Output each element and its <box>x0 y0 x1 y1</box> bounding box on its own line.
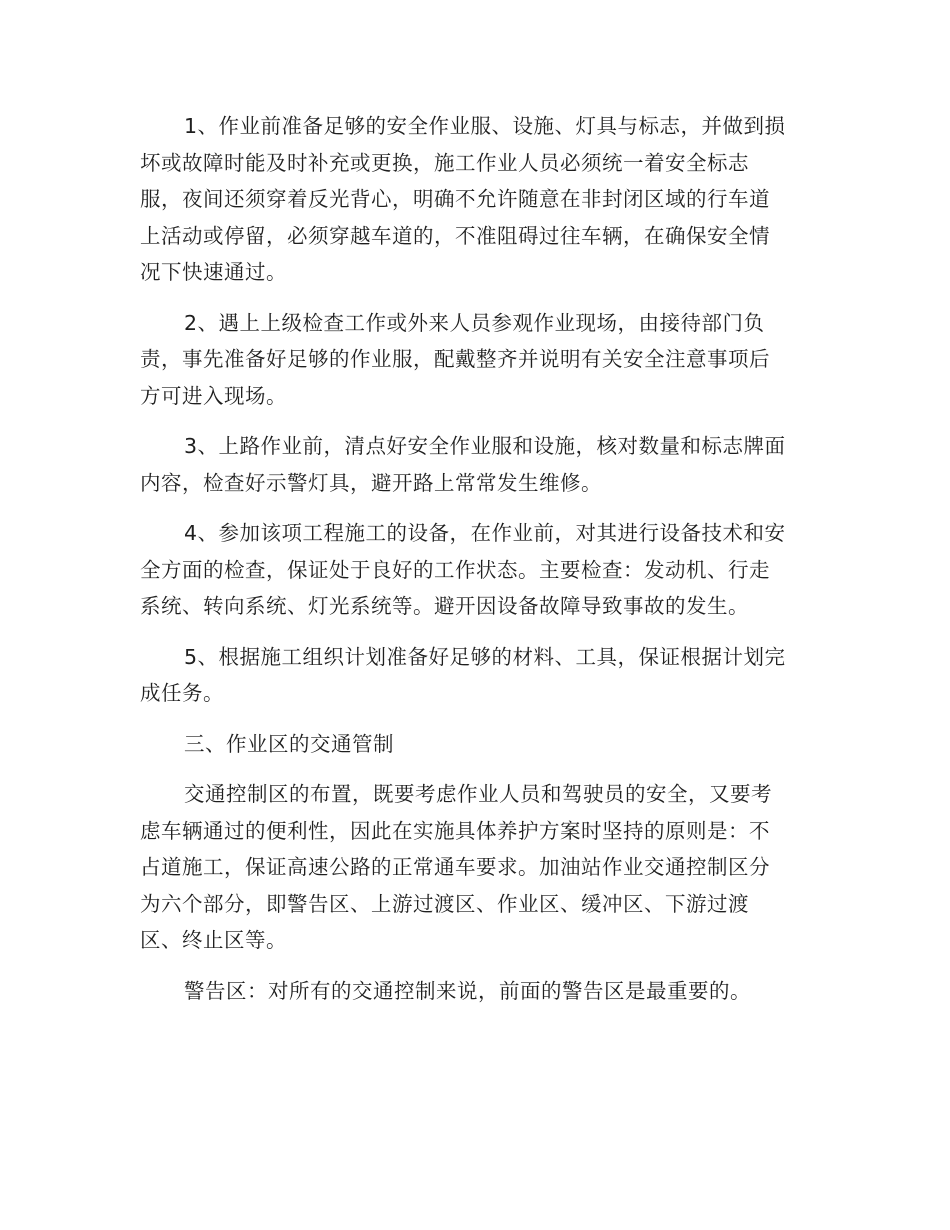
text-line: 服，夜间还须穿着反光背心，明确不允许随意在非封闭区域的行车道 <box>140 187 770 211</box>
paragraph-4 <box>140 515 810 625</box>
text-line: 上活动或停留，必须穿越车道的，不准阻碍过往车辆，在确保安全情 <box>140 223 770 248</box>
text-line: 5、根据施工组织计划准备好足够的材料、工具，保证根据计划完 <box>184 644 786 669</box>
text-line: 警告区：对所有的交通控制来说，前面的警告区是最重要的。 <box>184 978 751 1003</box>
text-line: 内容，检查好示警灯具，避开路上常常发生维修。 <box>140 470 602 495</box>
text-line: 全方面的检查，保证处于良好的工作状态。主要检查：发动机、行走 <box>140 557 770 582</box>
text-line: 成任务。 <box>140 681 224 705</box>
text-line: 为六个部分，即警告区、上游过渡区、作业区、缓冲区、下游过渡 <box>140 891 749 916</box>
text-line: 1、作业前准备足够的安全作业服、设施、灯具与标志，并做到损 <box>184 114 786 138</box>
text-line: 况下快速通过。 <box>140 260 287 284</box>
section-heading <box>140 726 810 763</box>
text-line: 虑车辆通过的便利性，因此在实施具体养护方案时坚持的原则是：不 <box>140 818 770 843</box>
text-line: 方可进入现场。 <box>140 383 287 408</box>
text-line: 坏或故障时能及时补充或更换，施工作业人员必须统一着安全标志 <box>140 150 749 175</box>
paragraph-3 <box>140 428 810 501</box>
document-body <box>140 108 810 1023</box>
text-line: 系统、转向系统、灯光系统等。避开因设备故障导致事故的发生。 <box>140 594 749 618</box>
paragraph-7 <box>140 973 810 1010</box>
text-line: 占道施工，保证高速公路的正常通车要求。加油站作业交通控制区分 <box>140 855 770 879</box>
paragraph-1 <box>140 108 810 291</box>
paragraph-2 <box>140 305 810 415</box>
paragraph-6 <box>140 776 810 959</box>
section-title: 三、作业区的交通管制 <box>184 731 394 756</box>
paragraph-5 <box>140 639 810 712</box>
text-line: 3、上路作业前，清点好安全作业服和设施，核对数量和标志牌面 <box>184 434 786 458</box>
text-line: 区、终止区等。 <box>140 928 287 952</box>
text-line: 4、参加该项工程施工的设备，在作业前，对其进行设备技术和安 <box>184 521 786 545</box>
text-line: 交通控制区的布置，既要考虑作业人员和驾驶员的安全，又要考 <box>184 782 772 806</box>
text-line: 责，事先准备好足够的作业服，配戴整齐并说明有关安全注意事项后 <box>140 347 770 371</box>
text-line: 2、遇上上级检查工作或外来人员参观作业现场，由接待部门负 <box>184 310 765 335</box>
